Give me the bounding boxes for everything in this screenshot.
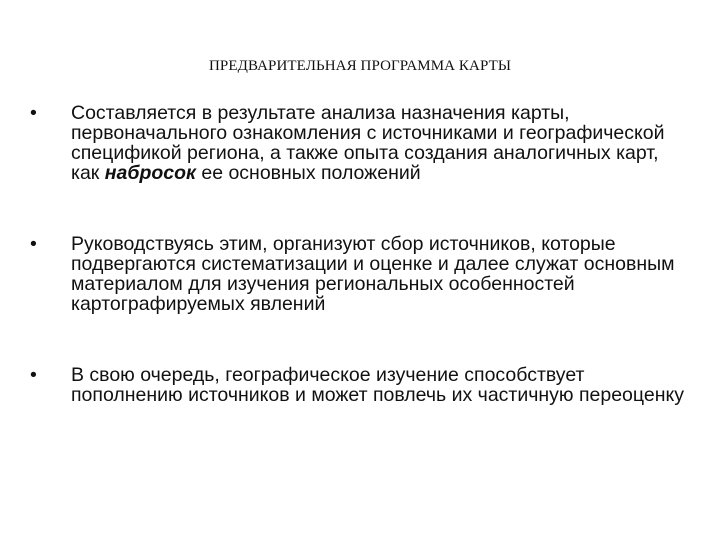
bullet-item-sources bbox=[30, 234, 692, 314]
bullet-text-geographic-study: В свою очередь, географическое изучение способствует пополнению источников и может повлечь их частичную переоценку bbox=[71, 364, 684, 406]
bullet-marker: • bbox=[30, 364, 37, 386]
bullet-list bbox=[30, 103, 692, 405]
bullet-marker: • bbox=[30, 233, 37, 255]
slide-title: ПРЕДВАРИТЕЛЬНАЯ ПРОГРАММА КАРТЫ bbox=[208, 58, 512, 74]
bullet-text-analysis bbox=[71, 102, 665, 184]
bullet-marker: • bbox=[30, 102, 37, 124]
bullet-text-sources: Руководствуясь этим, организуют сбор источников, которые подвергаются систематизации и оценке и далее служат основным материалом для изучения региональных особенностей картографируемых явлений bbox=[71, 233, 675, 315]
bullet-text-analysis-start: Составляется в результате анализа назначения карты, первоначального ознакомления с источниками и географической спецификой региона, а также опыта создания аналогичных карт, как bbox=[71, 102, 665, 184]
bullet-text-analysis-emphasis: набросок bbox=[104, 162, 196, 184]
bullet-text-analysis-end: ее основных положений bbox=[195, 162, 421, 184]
bullet-item-geographic-study bbox=[30, 365, 692, 405]
bullet-item-analysis bbox=[30, 103, 692, 183]
